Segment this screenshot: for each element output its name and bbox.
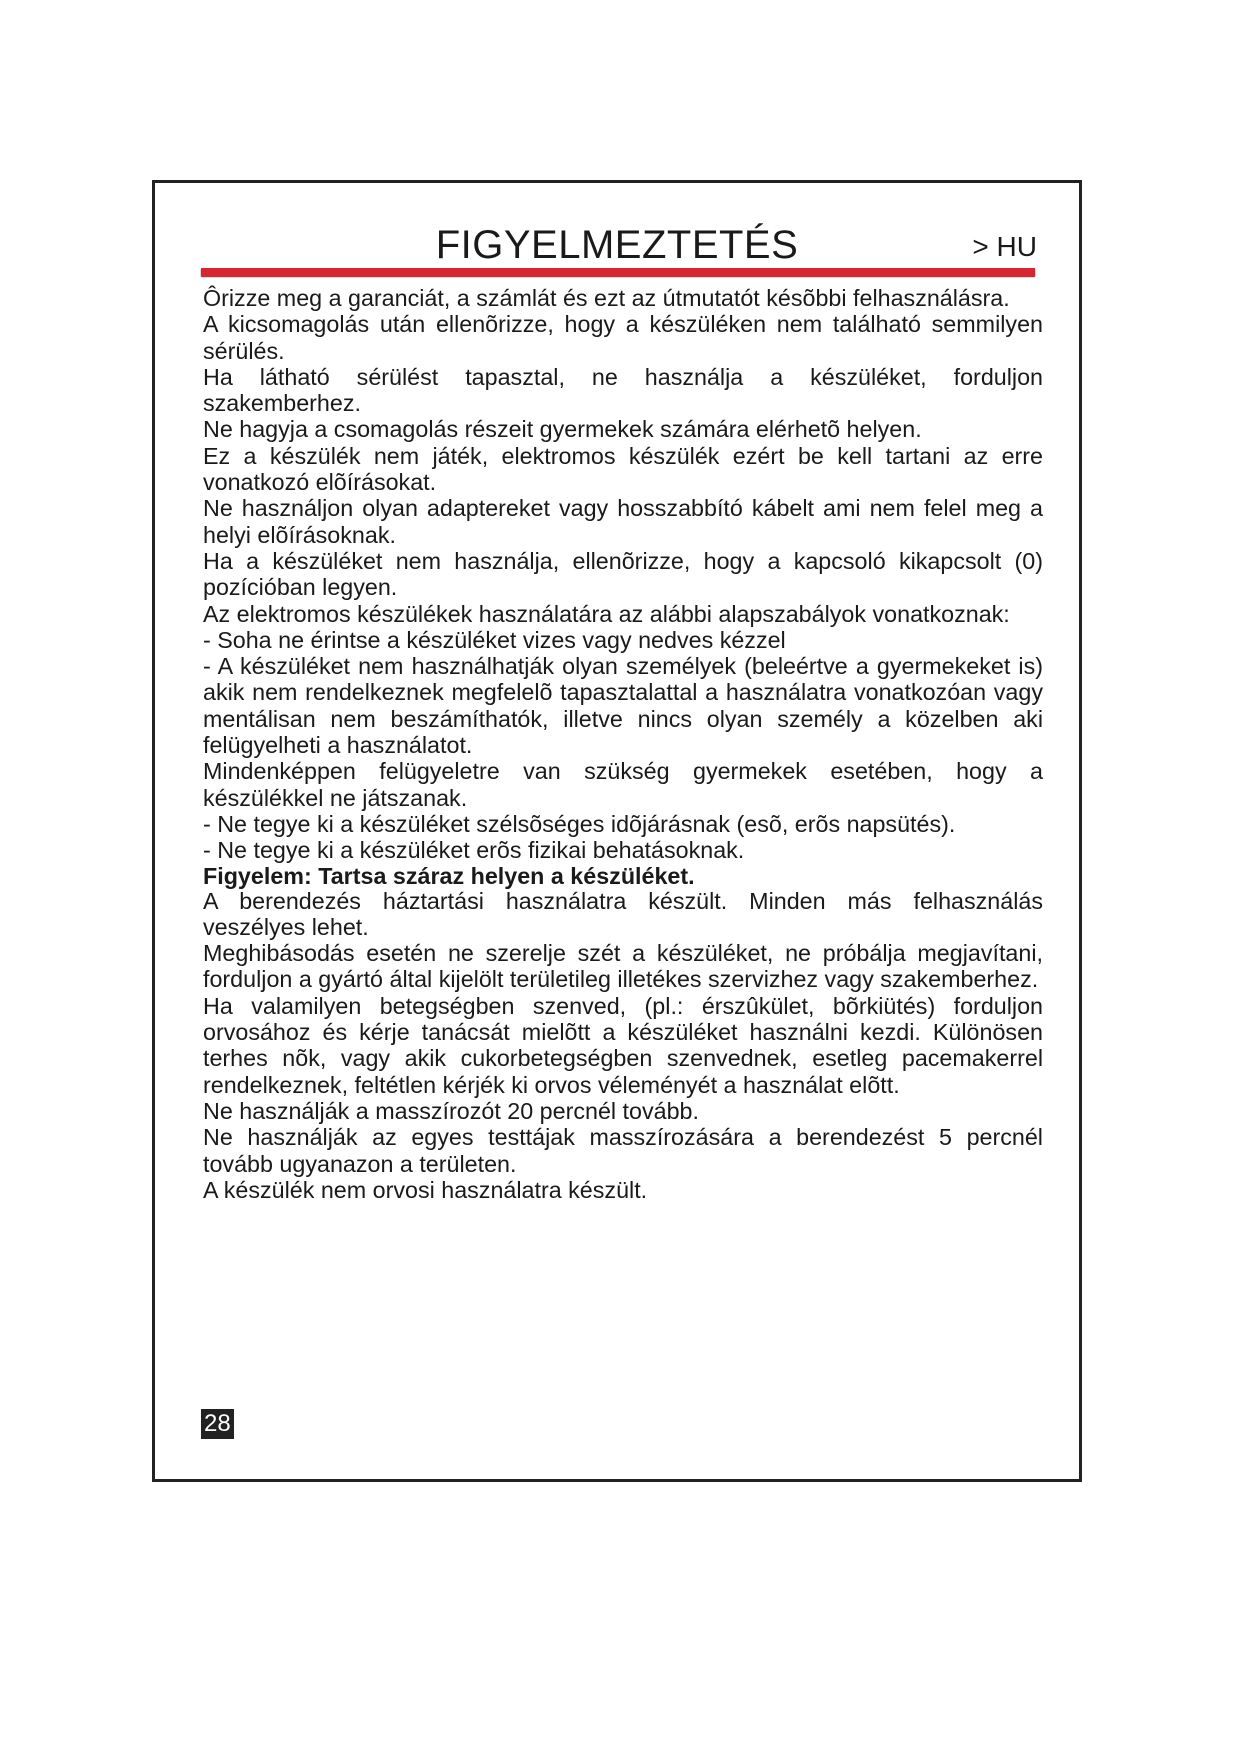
- paragraph: A készülék nem orvosi használatra készült.: [203, 1176, 648, 1203]
- paragraph: - A készüléket nem használhatják olyan személyek (beleértve a gyermekeket is) akik nem rendelkeznek megfelelõ tapasztalattal a használatra vonatkozóan vagy mentálisan nem beszámíthatók, illetve nincs olyan személy a közelben aki felügyelheti a használatot.: [203, 653, 1043, 759]
- paragraph: Ha a készüléket nem használja, ellenõrizze, hogy a kapcsoló kikapcsolt (0) pozícióban legyen.: [203, 547, 1043, 601]
- page-frame: [152, 180, 1082, 1482]
- paragraph: Ne használják a masszírozót 20 percnél tovább.: [203, 1097, 699, 1124]
- paragraph: Ôrizze meg a garanciát, a számlát és ezt az útmutatót késõbbi felhasználásra.: [203, 285, 1010, 311]
- paragraph: - Ne tegye ki a készüléket szélsõséges idõjárásnak (esõ, erõs napsütés).: [203, 810, 956, 837]
- language-code: > HU: [972, 231, 1037, 262]
- paragraph: Ha látható sérülést tapasztal, ne használja a készüléket, forduljon szakemberhez.: [203, 363, 1043, 417]
- paragraph: A kicsomagolás után ellenõrizze, hogy a készüléken nem található semmilyen sérülés.: [203, 311, 1043, 364]
- paragraph: Mindenképpen felügyeletre van szükség gyermekek esetében, hogy a készülékkel ne játszanak.: [203, 758, 1043, 811]
- paragraph: - Soha ne érintse a készüléket vizes vagy nedves kézzel: [203, 626, 786, 653]
- page-title: FIGYELMEZTETÉS: [435, 223, 799, 267]
- paragraph: Ne hagyja a csomagolás részeit gyermekek számára elérhetõ helyen.: [203, 416, 922, 443]
- paragraph: Az elektromos készülékek használatára az alábbi alapszabályok vonatkoznak:: [203, 600, 1010, 627]
- warning-heading: Figyelem: Tartsa száraz helyen a készüléket.: [203, 862, 695, 889]
- paragraph: Ne használjon olyan adaptereket vagy hosszabbító kábelt ami nem felel meg a helyi elõírásoknak.: [203, 495, 1043, 548]
- paragraph: Meghibásodás esetén ne szerelje szét a készüléket, ne próbálja megjavítani, forduljon a gyártó által kijelölt területileg illetékes szervizhez vagy szakemberhez.: [203, 940, 1043, 993]
- page-number: 28: [201, 1409, 234, 1439]
- paragraph: A berendezés háztartási használatra készült. Minden más felhasználás veszélyes lehet.: [203, 887, 1043, 940]
- paragraph: Ne használják az egyes testtájak masszírozására a berendezést 5 percnél tovább ugyanazon a területen.: [203, 1124, 1043, 1177]
- paragraph: - Ne tegye ki a készüléket erõs fizikai behatásoknak.: [203, 837, 745, 864]
- paragraph: Ha valamilyen betegségben szenved, (pl.: érszûkület, bõrkiütés) forduljon orvosához és kérje tanácsát mielõtt a készüléket használni kezdi. Különösen terhes nõk, vagy akik cukorbetegségben szenvednek, esetleg pacemakerrel rendelkeznek, feltétlen kérjék ki orvos véleményét a használat elõtt.: [203, 992, 1043, 1098]
- paragraph: Ez a készülék nem játék, elektromos készülék ezért be kell tartani az erre vonatkozó elõírásokat.: [203, 442, 1043, 496]
- body-text: [203, 285, 1043, 1203]
- title-divider: [201, 268, 1035, 276]
